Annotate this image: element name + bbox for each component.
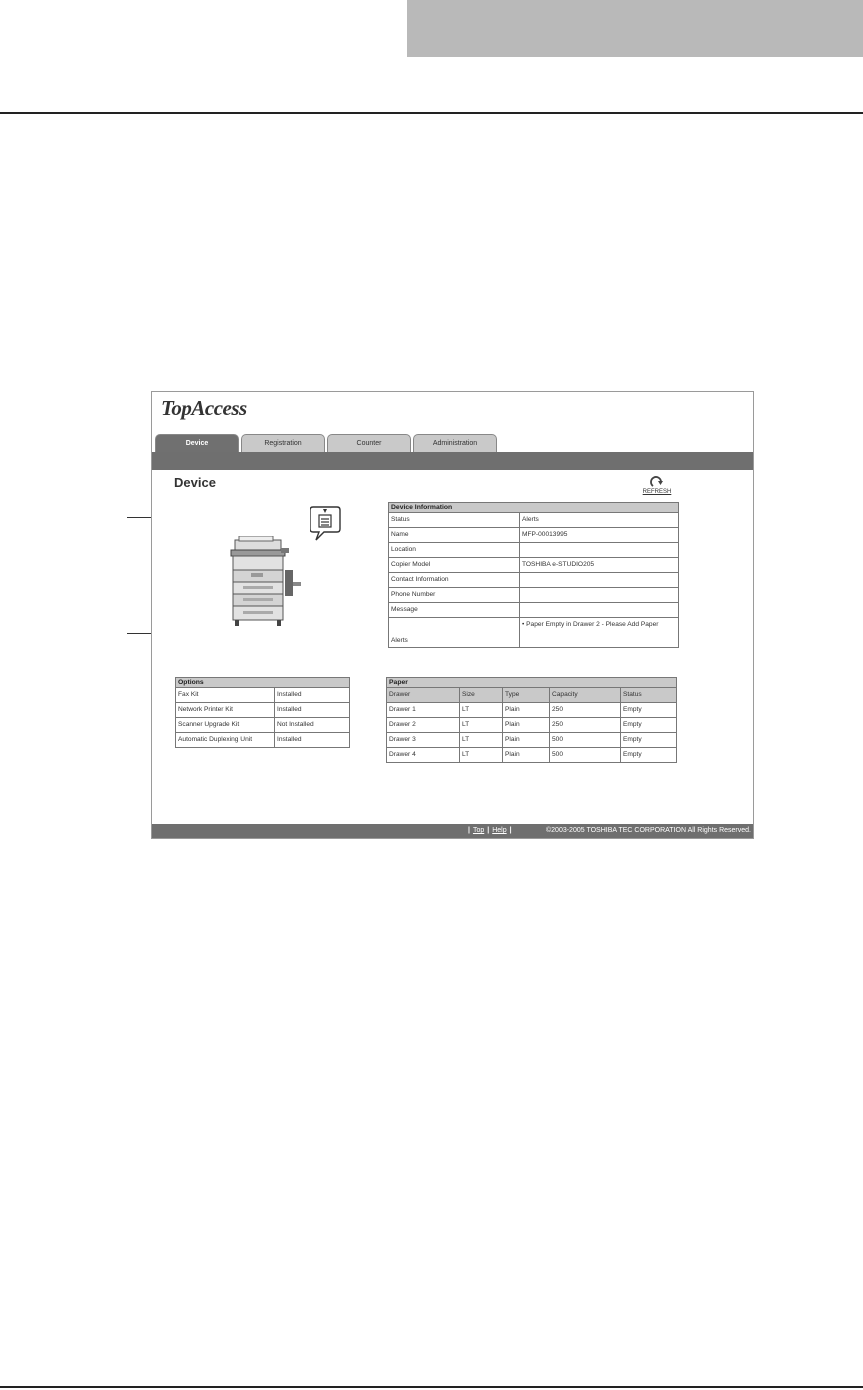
tab-registration[interactable]: Registration [241, 434, 325, 452]
drawer-cell: Drawer 4 [387, 748, 460, 763]
column-header-drawer: Drawer [387, 688, 460, 703]
paper-table [386, 677, 677, 763]
tab-device[interactable]: Device [155, 434, 239, 453]
table-row [389, 618, 679, 648]
top-link[interactable]: Top [472, 827, 485, 834]
drawer-cell: Drawer 2 [387, 718, 460, 733]
contact-information-label: Contact Information [389, 573, 520, 588]
footer-separator: | [468, 827, 470, 834]
message-value [520, 603, 679, 618]
options-caption: Options [176, 678, 350, 688]
copier-model-value: TOSHIBA e-STUDIO205 [520, 558, 679, 573]
table-row [389, 528, 679, 543]
table-row [389, 573, 679, 588]
capacity-cell: 500 [550, 748, 621, 763]
alerts-label: Alerts [389, 618, 520, 648]
page-title: Device [174, 475, 216, 490]
size-cell: LT [460, 718, 503, 733]
status-cell: Empty [621, 748, 677, 763]
status-label: Status [389, 513, 520, 528]
table-row [176, 733, 350, 748]
tab-administration[interactable]: Administration [413, 434, 497, 452]
capacity-cell: 250 [550, 703, 621, 718]
footer-separator: | [487, 827, 490, 834]
table-row [389, 558, 679, 573]
size-cell: LT [460, 733, 503, 748]
phone-number-label: Phone Number [389, 588, 520, 603]
status-cell: Empty [621, 718, 677, 733]
phone-number-value [520, 588, 679, 603]
type-cell: Plain [503, 718, 550, 733]
table-row [389, 603, 679, 618]
size-cell: LT [460, 748, 503, 763]
column-header-size: Size [460, 688, 503, 703]
type-cell: Plain [503, 703, 550, 718]
page-header-box [407, 0, 863, 57]
column-header-type: Type [503, 688, 550, 703]
status-cell: Empty [621, 703, 677, 718]
table-row [389, 513, 679, 528]
refresh-label: REFRESH [642, 489, 672, 495]
table-row [389, 543, 679, 558]
page-header-rule [0, 112, 863, 114]
copyright-text: ©2003-2005 TOSHIBA TEC CORPORATION All Rights Reserved. [546, 827, 751, 834]
type-cell: Plain [503, 748, 550, 763]
type-cell: Plain [503, 733, 550, 748]
capacity-cell: 250 [550, 718, 621, 733]
network-printer-kit-value: Installed [275, 703, 350, 718]
name-value: MFP-00013995 [520, 528, 679, 543]
device-information-caption: Device Information [389, 503, 679, 513]
topaccess-logo: TopAccess [161, 396, 247, 420]
table-row [387, 718, 677, 733]
footer-bar [152, 824, 753, 838]
tab-counter[interactable]: Counter [327, 434, 411, 452]
drawer-cell: Drawer 3 [387, 733, 460, 748]
paper-caption: Paper [387, 678, 677, 688]
alerts-value: • Paper Empty in Drawer 2 - Please Add Paper [520, 618, 679, 648]
name-label: Name [389, 528, 520, 543]
drawer-cell: Drawer 1 [387, 703, 460, 718]
table-row [389, 588, 679, 603]
device-information-table [388, 502, 679, 648]
location-label: Location [389, 543, 520, 558]
table-row [176, 688, 350, 703]
tab-bar [152, 452, 753, 470]
fax-kit-value: Installed [275, 688, 350, 703]
size-cell: LT [460, 703, 503, 718]
document-tray-alert-icon [310, 505, 342, 543]
status-value: Alerts [520, 513, 679, 528]
table-row [176, 703, 350, 718]
copier-model-label: Copier Model [389, 558, 520, 573]
automatic-duplexing-unit-value: Installed [275, 733, 350, 748]
fax-kit-label: Fax Kit [176, 688, 275, 703]
message-label: Message [389, 603, 520, 618]
contact-information-value [520, 573, 679, 588]
paper-header-row [387, 688, 677, 703]
table-row [387, 703, 677, 718]
scanner-upgrade-kit-value: Not Installed [275, 718, 350, 733]
location-value [520, 543, 679, 558]
table-row [387, 748, 677, 763]
refresh-icon [650, 476, 664, 488]
table-row [176, 718, 350, 733]
options-table [175, 677, 350, 748]
table-row [387, 733, 677, 748]
status-cell: Empty [621, 733, 677, 748]
network-printer-kit-label: Network Printer Kit [176, 703, 275, 718]
page-footer-rule [0, 1386, 863, 1388]
column-header-status: Status [621, 688, 677, 703]
topaccess-screenshot [151, 391, 754, 839]
footer-separator: | [509, 827, 512, 834]
refresh-button[interactable] [640, 476, 674, 495]
help-link[interactable]: Help [492, 827, 507, 834]
footer-links [468, 824, 512, 838]
automatic-duplexing-unit-label: Automatic Duplexing Unit [176, 733, 275, 748]
column-header-capacity: Capacity [550, 688, 621, 703]
capacity-cell: 500 [550, 733, 621, 748]
copier-printer-icon [229, 536, 305, 628]
scanner-upgrade-kit-label: Scanner Upgrade Kit [176, 718, 275, 733]
